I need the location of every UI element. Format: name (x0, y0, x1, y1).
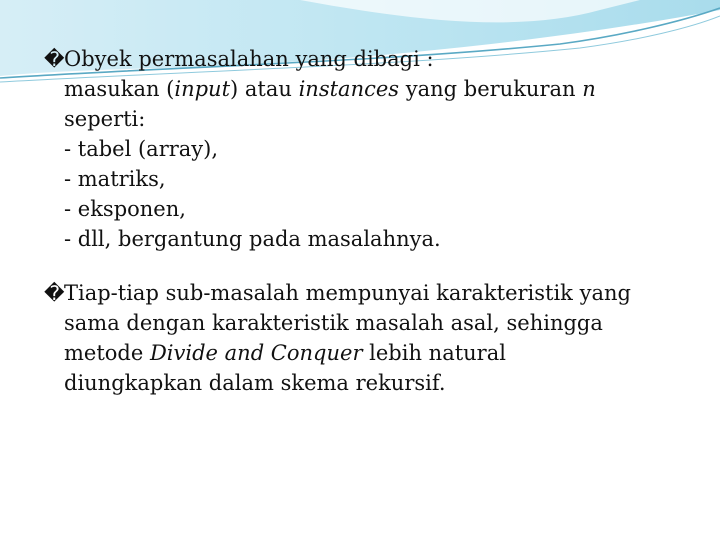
text-line: - eksponen, (64, 197, 186, 221)
slide-body (44, 44, 704, 398)
text-line: Tiap-tiap sub-masalah mempunyai karakteristik yang (64, 281, 631, 305)
text-line: - tabel (array), (64, 137, 219, 161)
bullet-paragraph (44, 44, 704, 254)
text-line: Obyek permasalahan yang dibagi : (64, 47, 434, 71)
text-line: - matriks, (64, 167, 166, 191)
text-line: sama dengan karakteristik masalah asal, sehingga (64, 311, 603, 335)
bullet-paragraph (44, 278, 704, 398)
text-line: - dll, bergantung pada masalahnya. (64, 227, 441, 251)
text-line: diungkapkan dalam skema rekursif. (64, 371, 446, 395)
text-line: seperti: (64, 107, 146, 131)
text-line: metode Divide and Conquer lebih natural (64, 341, 506, 365)
italic-term: input (174, 77, 231, 101)
italic-term: Divide and Conquer (149, 341, 363, 365)
text-line: masukan (input) atau instances yang berukuran n (64, 77, 596, 101)
italic-term: n (582, 77, 596, 101)
bullet-glyph: � (44, 281, 65, 305)
italic-term: instances (298, 77, 400, 101)
bullet-glyph: � (44, 47, 65, 71)
